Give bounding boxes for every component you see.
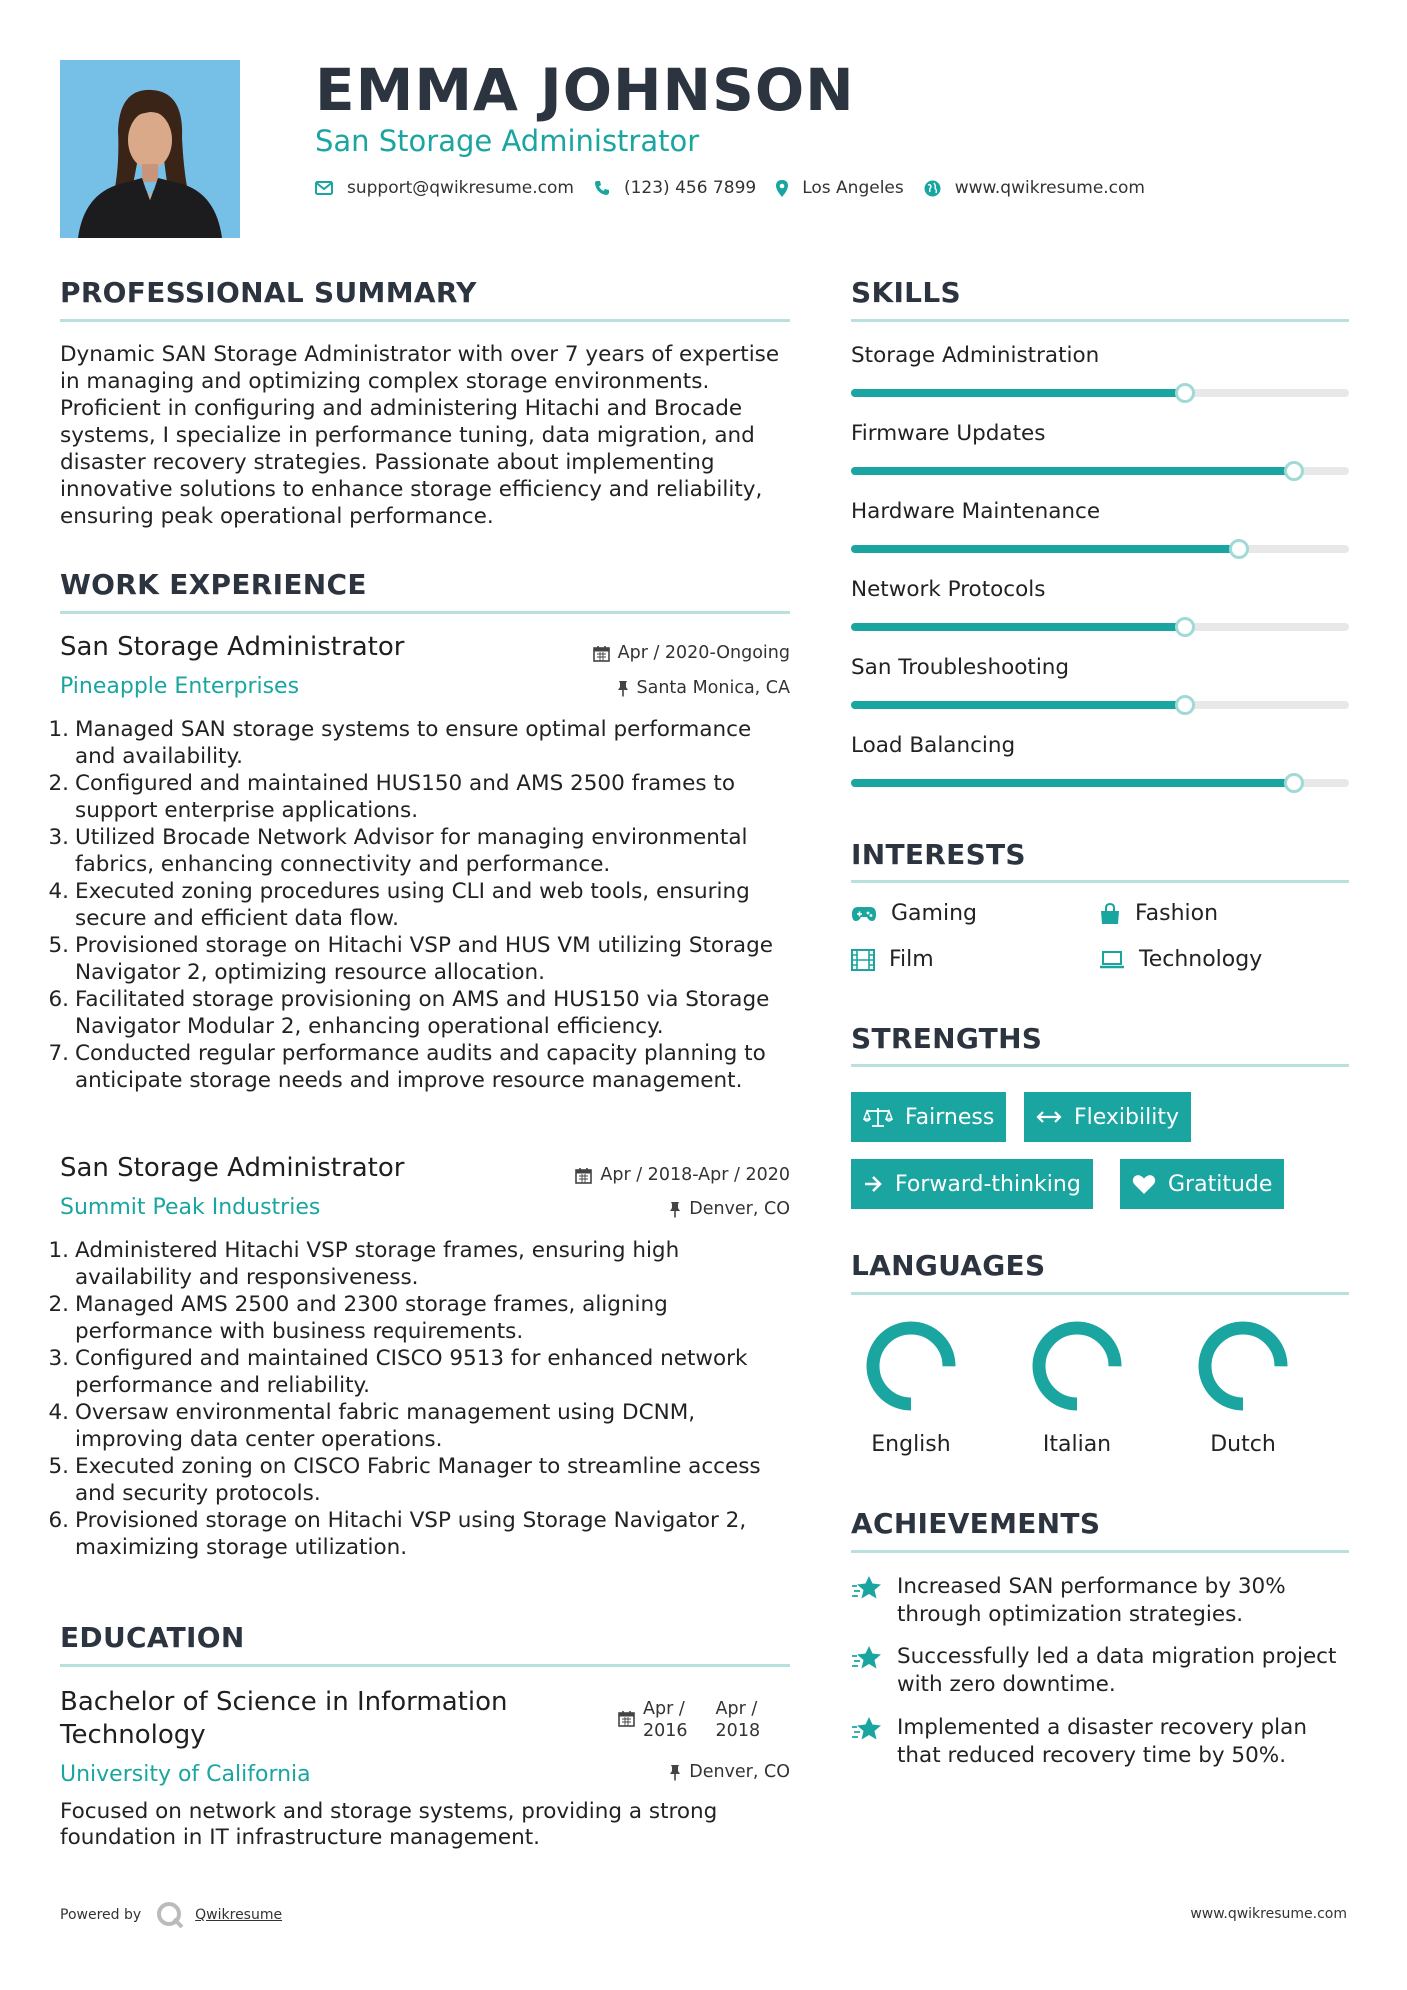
job-dates: [440, 643, 790, 663]
company-name: Pineapple Enterprises: [60, 674, 300, 699]
balance-scale-icon: [863, 1106, 893, 1128]
achievement-item: [851, 1714, 1341, 1770]
list-item: 2. Configured and maintained HUS150 and AMS 2500 frames to support enterprise applications.: [48, 771, 735, 823]
skill-level-knob: [1284, 773, 1304, 793]
strengths-rule: [851, 1064, 1349, 1067]
summary-heading: PROFESSIONAL SUMMARY: [60, 276, 477, 309]
contact-email[interactable]: [315, 178, 574, 198]
contact-bar: [315, 178, 1165, 198]
skills-rule: [851, 319, 1349, 322]
job-dates-text: Apr / 2018-Apr / 2020: [600, 1165, 790, 1185]
skill-label: San Troubleshooting: [851, 655, 1070, 680]
strength-label: Fairness: [905, 1104, 995, 1130]
list-item: 7. Conducted regular performance audits and capacity planning to anticipate storage needs and improve resource management.: [48, 1041, 766, 1093]
footer-powered-by: [60, 1900, 282, 1930]
interest-label: Fashion: [1135, 901, 1219, 926]
job-title: San Storage Administrator: [60, 632, 405, 662]
strength-chip-fairness: [851, 1092, 1006, 1142]
candidate-name: EMMA JOHNSON: [315, 56, 855, 124]
list-item: 6. Facilitated storage provisioning on AMS and HUS150 via Storage Navigator Modular 2, enhancing operational efficiency.: [48, 987, 770, 1039]
contact-location: [776, 178, 904, 198]
achievement-text: Increased SAN performance by 30% through optimization strategies.: [897, 1574, 1286, 1627]
skill-level-knob: [1175, 617, 1195, 637]
languages-rule: [851, 1292, 1349, 1295]
job-dates-text: Apr / 2020-Ongoing: [617, 643, 790, 663]
qwikresume-logo-icon: [155, 1900, 185, 1930]
gamepad-icon: [851, 905, 877, 923]
language-level-ring: [863, 1318, 959, 1414]
pushpin-icon: [617, 680, 629, 697]
achievements-rule: [851, 1550, 1349, 1553]
degree-title: [60, 1686, 507, 1752]
film-icon: [851, 949, 875, 971]
achievement-item: [851, 1643, 1341, 1699]
skill-level-bar: [851, 467, 1349, 475]
list-item: 5. Provisioned storage on Hitachi VSP and HUS VM utilizing Storage Navigator 2, optimizing resource allocation.: [48, 933, 773, 985]
job-dates: [440, 1165, 790, 1185]
interests-rule: [851, 880, 1349, 883]
footer-site-link[interactable]: www.qwikresume.com: [1190, 1906, 1347, 1922]
skill-label: Network Protocols: [851, 577, 1046, 602]
person-portrait-icon: [60, 60, 240, 238]
strength-label: Flexibility: [1074, 1104, 1179, 1130]
powered-by-text: Powered by: [60, 1907, 142, 1923]
skill-level-fill: [851, 779, 1294, 787]
skill-level-knob: [1229, 539, 1249, 559]
calendar-icon: [618, 1710, 635, 1727]
list-item: 6. Provisioned storage on Hitachi VSP using Storage Navigator 2, maximizing storage utilization.: [48, 1508, 747, 1560]
language-label: Dutch: [1210, 1432, 1276, 1457]
job-location: [440, 1199, 790, 1219]
language-level-ring: [1029, 1318, 1125, 1414]
job-title: San Storage Administrator: [60, 1153, 405, 1183]
envelope-icon: [315, 181, 333, 195]
star-award-icon: [851, 1716, 883, 1742]
skill-level-bar: [851, 545, 1349, 553]
language-label: Italian: [1042, 1432, 1112, 1457]
phone-icon: [594, 180, 610, 196]
profile-photo: [60, 60, 240, 238]
list-item: 1. Managed SAN storage systems to ensure optimal performance and availability.: [48, 717, 752, 769]
arrows-horizontal-icon: [1036, 1110, 1062, 1124]
skill-level-bar: [851, 701, 1349, 709]
interest-gaming: [851, 901, 977, 926]
education-rule: [60, 1664, 790, 1667]
strength-chip-forward-thinking: [851, 1159, 1093, 1209]
strengths-heading: STRENGTHS: [851, 1022, 1043, 1055]
phone-text: (123) 456 7899: [623, 178, 757, 198]
school-name: University of California: [60, 1762, 311, 1787]
job-location-text: Denver, CO: [689, 1199, 790, 1219]
brand-link[interactable]: Qwikresume: [195, 1907, 283, 1923]
shopping-bag-icon: [1099, 903, 1121, 925]
start-date: Apr / 2016: [643, 1699, 688, 1741]
strength-label: Gratitude: [1168, 1171, 1273, 1197]
list-item: 4. Executed zoning procedures using CLI and web tools, ensuring secure and efficient data flow.: [48, 879, 750, 931]
achievement-text: Implemented a disaster recovery plan that reduced recovery time by 50%.: [897, 1715, 1307, 1768]
interest-film: [851, 947, 934, 972]
skill-level-fill: [851, 701, 1185, 709]
experience-heading: WORK EXPERIENCE: [60, 568, 367, 601]
skill-label: Firmware Updates: [851, 421, 1046, 446]
education-heading: EDUCATION: [60, 1621, 245, 1654]
job-location: [440, 678, 790, 698]
skill-level-knob: [1175, 383, 1195, 403]
pushpin-icon: [669, 1201, 681, 1218]
summary-rule: [60, 319, 790, 322]
job-duties-list: [48, 716, 798, 1094]
list-item: 4. Oversaw environmental fabric management using DCNM, improving data center operations.: [48, 1400, 696, 1452]
list-item: 3. Utilized Brocade Network Advisor for managing environmental fabrics, enhancing connectivity and performance.: [48, 825, 748, 877]
interest-label: Film: [889, 947, 934, 972]
skill-level-bar: [851, 389, 1349, 397]
language-item: [1168, 1318, 1318, 1457]
contact-phone[interactable]: [594, 178, 756, 198]
education-description: Focused on network and storage systems, providing a strong foundation in IT infrastructure management.: [60, 1799, 718, 1850]
website-text: www.qwikresume.com: [954, 178, 1145, 198]
map-pin-icon: [776, 180, 788, 197]
experience-rule: [60, 611, 790, 614]
education-location: [440, 1762, 790, 1782]
skill-level-fill: [851, 389, 1185, 397]
strength-chip-gratitude: [1120, 1159, 1284, 1209]
languages-heading: LANGUAGES: [851, 1249, 1046, 1282]
education-location-text: Denver, CO: [689, 1762, 790, 1782]
skill-level-bar: [851, 779, 1349, 787]
language-item: [1002, 1318, 1152, 1457]
degree-line: Bachelor of Science in Information: [60, 1687, 508, 1717]
end-date: Apr / 2018: [715, 1699, 761, 1741]
skills-heading: SKILLS: [851, 276, 961, 309]
skill-level-fill: [851, 467, 1294, 475]
skill-level-fill: [851, 545, 1239, 553]
globe-icon: [924, 180, 941, 197]
candidate-role: San Storage Administrator: [315, 124, 700, 158]
pushpin-icon: [669, 1764, 681, 1781]
skill-level-knob: [1175, 695, 1195, 715]
skill-label: Storage Administration: [851, 343, 1100, 368]
skill-label: Hardware Maintenance: [851, 499, 1101, 524]
degree-line: Technology: [60, 1720, 206, 1750]
list-item: 5. Executed zoning on CISCO Fabric Manager to streamline access and security protocols.: [48, 1454, 761, 1506]
list-item: 1. Administered Hitachi VSP storage frames, ensuring high availability and responsiveness.: [48, 1238, 680, 1290]
achievements-heading: ACHIEVEMENTS: [851, 1507, 1101, 1540]
arrow-right-icon: [863, 1175, 883, 1193]
skill-level-fill: [851, 623, 1185, 631]
contact-website[interactable]: [924, 178, 1145, 198]
achievement-item: [851, 1573, 1341, 1629]
skill-level-knob: [1284, 461, 1304, 481]
language-level-ring: [1195, 1318, 1291, 1414]
language-label: English: [871, 1432, 951, 1457]
strength-chip-flexibility: [1024, 1092, 1191, 1142]
location-text: Los Angeles: [802, 178, 904, 198]
language-item: [836, 1318, 986, 1457]
education-dates: [618, 1698, 760, 1742]
interests-heading: INTERESTS: [851, 838, 1026, 871]
interest-label: Gaming: [891, 901, 977, 926]
interest-technology: [1099, 947, 1262, 972]
list-item: 3. Configured and maintained CISCO 9513 for enhanced network performance and reliability.: [48, 1346, 748, 1398]
interest-fashion: [1099, 901, 1218, 926]
summary-text: Dynamic SAN Storage Administrator with over 7 years of expertise in managing and optimizing complex storage environments. Proficient in configuring and administering Hitachi and Brocade systems, I specialize in performance tuning, data migration, and disaster recovery strategies. Passionate about implementing innovative solutions to enhance storage efficiency and reliability, ensuring peak operational performance.: [60, 342, 780, 529]
email-text: support@qwikresume.com: [347, 178, 574, 198]
calendar-icon: [575, 1167, 592, 1184]
list-item: 2. Managed AMS 2500 and 2300 storage frames, aligning performance with business requirements.: [48, 1292, 668, 1344]
achievement-text: Successfully led a data migration project with zero downtime.: [897, 1644, 1337, 1697]
heart-icon: [1132, 1174, 1156, 1195]
strength-label: Forward-thinking: [895, 1171, 1081, 1197]
laptop-icon: [1099, 951, 1125, 969]
calendar-icon: [593, 645, 610, 662]
star-award-icon: [851, 1645, 883, 1671]
skill-level-bar: [851, 623, 1349, 631]
interest-label: Technology: [1139, 947, 1263, 972]
job-duties-list: [48, 1237, 798, 1561]
skill-label: Load Balancing: [851, 733, 1016, 758]
job-location-text: Santa Monica, CA: [636, 678, 790, 698]
company-name: Summit Peak Industries: [60, 1195, 321, 1220]
star-award-icon: [851, 1575, 883, 1601]
